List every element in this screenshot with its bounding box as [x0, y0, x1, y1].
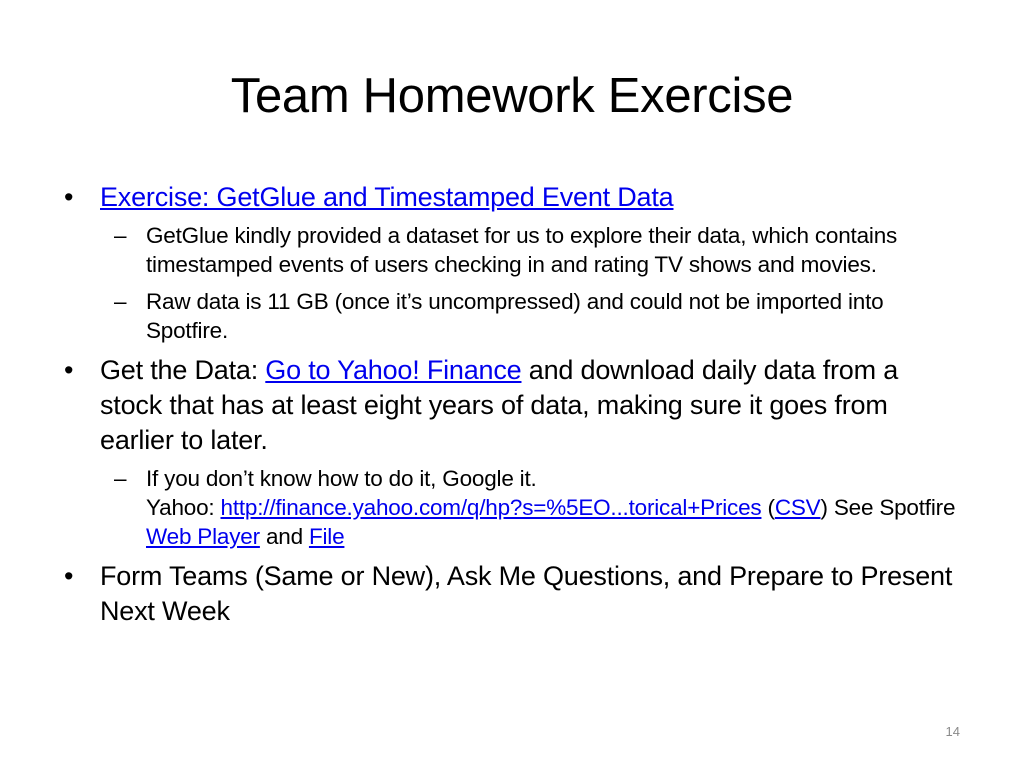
sub-bullet-google-it — [60, 464, 960, 551]
sub-bullet-raw-data — [60, 287, 960, 345]
bullet-get-data — [60, 353, 960, 458]
bullet-marker: • — [64, 355, 74, 385]
yahoo-url-link[interactable]: http://finance.yahoo.com/q/hp?s=%5EO...torical+Prices — [220, 495, 762, 520]
sub-bullet-getglue-dataset — [60, 221, 960, 279]
bullet-form-teams — [60, 559, 960, 629]
sub-bullet-text: GetGlue kindly provided a dataset for us to explore their data, which contains timestamped events of users checking in and rating TV shows and movies. — [146, 223, 898, 277]
sub-bullet-text: Raw data is 11 GB (once it’s uncompressed) and could not be imported into Spotfire. — [146, 289, 884, 343]
csv-link[interactable]: CSV — [774, 495, 821, 520]
bullet-suffix: and download daily data from a stock that has at least eight years of data, making sure it goes from earlier to later. — [100, 355, 899, 455]
dash-marker: – — [114, 223, 127, 248]
bullet-marker: • — [64, 182, 74, 212]
dash-marker: – — [114, 289, 127, 314]
see-spotfire-text: ) See Spotfire — [820, 495, 956, 520]
slide-content — [60, 180, 960, 635]
exercise-link[interactable]: Exercise: GetGlue and Timestamped Event Data — [100, 182, 674, 212]
bullet-marker: • — [64, 561, 74, 591]
bullet-text: Form Teams (Same or New), Ask Me Questions, and Prepare to Present Next Week — [100, 561, 953, 626]
file-link[interactable]: File — [308, 524, 345, 549]
paren-open: ( — [761, 495, 775, 520]
yahoo-finance-link[interactable]: Go to Yahoo! Finance — [265, 355, 522, 385]
slide-title: Team Homework Exercise — [230, 69, 794, 123]
web-player-link[interactable]: Web Player — [146, 524, 260, 549]
yahoo-label: Yahoo: — [146, 495, 221, 520]
sub-bullet-line1: If you don’t know how to do it, Google it. — [146, 466, 537, 491]
bullet-prefix: Get the Data: — [100, 355, 266, 385]
bullet-exercise — [60, 180, 960, 215]
page-number: 14 — [945, 724, 960, 739]
and-text: and — [259, 524, 309, 549]
dash-marker: – — [114, 466, 127, 491]
